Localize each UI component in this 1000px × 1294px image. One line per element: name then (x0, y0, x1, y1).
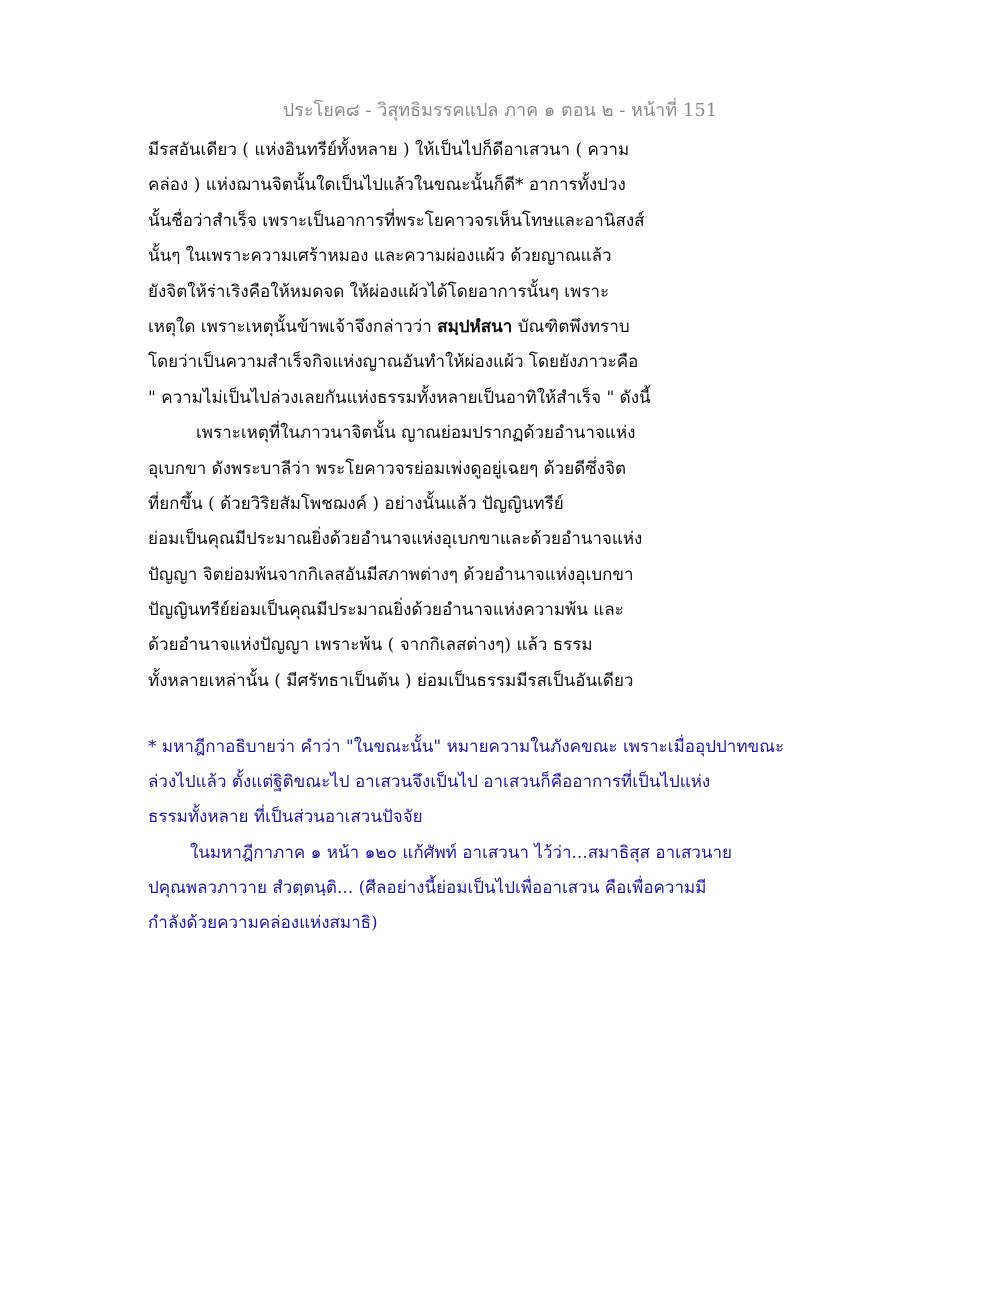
footnote-line: * มหาฎีกาอธิบายว่า คำว่า "ในขณะนั้น" หมายความในภังคขณะ เพราะเมื่ออุปปาทขณะ (148, 737, 785, 757)
text-line: ยังจิตให้ร่าเริงคือให้หมดจด ให้ผ่องแผ้วได้โดยอาการนั้นๆ เพราะ (148, 281, 610, 302)
text-line: ปัญญา จิตย่อมพ้นจากกิเลสอันมีสภาพต่างๆ ด้วยอำนาจแห่งอุเบกขา (148, 564, 634, 585)
text-line: โดยว่าเป็นความสำเร็จกิจแห่งญาณอันทำให้ผ่องแผ้ว โดยยังภาวะคือ (148, 352, 639, 373)
footnote-paragraph-first-line: ในมหาฎีกาภาค ๑ หน้า ๑๒๐ แก้ศัพท์ อาเสวนา ไว้ว่า...สมาธิสุส อาเสวนาย (190, 842, 732, 863)
text-line: คล่อง ) แห่งฌานจิตนั้นใดเป็นไปแล้วในขณะนั้นก็ดี* อาการทั้งปวง (148, 175, 626, 196)
text-line: นั้นชื่อว่าสำเร็จ เพราะเป็นอาการที่พระโยคาวจรเห็นโทษและอานิสงส์ (148, 210, 645, 231)
text-line: ที่ยกขึ้น ( ด้วยวิริยสัมโพชฌงค์ ) อย่างนั้นแล้ว ปัญญินทรีย์ (148, 493, 564, 514)
footnote-line: กำลังด้วยความคล่องแห่งสมาธิ) (148, 912, 378, 933)
text-line: ด้วยอำนาจแห่งปัญญา เพราะพ้น ( จากกิเลสต่างๆ) แล้ว ธรรม (148, 635, 593, 656)
text-line: " ความไม่เป็นไปล่วงเลยกันแห่งธรรมทั้งหลายเป็นอาทิให้สำเร็จ " ดังนี้ (148, 387, 651, 408)
text-line: นั้นๆ ในเพราะความเศร้าหมอง และความผ่องแผ้ว ด้วยญาณแล้ว (148, 246, 612, 267)
text-line: มีรสอันเดียว ( แห่งอินทรีย์ทั้งหลาย ) ให้เป็นไปก็ดีอาเสวนา ( ความ (148, 140, 630, 160)
text-segment: บัณฑิตพึงทราบ (512, 316, 630, 337)
text-segment: เหตุใด เพราะเหตุนั้นข้าพเจ้าจึงกล่าวว่า (148, 316, 438, 337)
footnote (148, 730, 868, 941)
footnote-line: ล่วงไปแล้ว ตั้งแต่ฐิติขณะไป อาเสวนจึงเป็นไป อาเสวนก็คืออาการที่เป็นไปแห่ง (148, 772, 711, 793)
footnote-line: ธรรมทั้งหลาย ที่เป็นส่วนอาเสวนปัจจัย (148, 807, 423, 828)
paragraph-first-line: เพราะเหตุที่ในภาวนาจิตนั้น ญาณย่อมปรากฏด้วยอำนาจแห่ง (196, 423, 636, 444)
text-line (148, 310, 868, 345)
page-header: ประโยค๘ - วิสุทธิมรรคแปล ภาค ๑ ตอน ๒ - หน้าที่ 151 (282, 100, 718, 121)
main-text (148, 133, 868, 699)
text-line: อุเบกขา ดังพระบาลีว่า พระโยคาวจรย่อมเพ่งดูอยู่เฉยๆ ด้วยดีซึ่งจิต (148, 458, 627, 479)
pali-term-bold: สมฺปหํสนา (437, 316, 513, 337)
text-line: ปัญญินทรีย์ย่อมเป็นคุณมีประมาณยิ่งด้วยอำนาจแห่งความพ้น และ (148, 600, 624, 621)
footnote-line: ปคุณพลวภาวาย สํวตฺตนฺติ... (ศีลอย่างนี้ย่อมเป็นไปเพื่ออาเสวน คือเพื่อความมี (148, 877, 707, 898)
text-line: ย่อมเป็นคุณมีประมาณยิ่งด้วยอำนาจแห่งอุเบกขาและด้วยอำนาจแห่ง (148, 529, 643, 550)
text-line: ทั้งหลายเหล่านั้น ( มีศรัทธาเป็นต้น ) ย่อมเป็นธรรมมีรสเป็นอันเดียว (148, 670, 634, 691)
